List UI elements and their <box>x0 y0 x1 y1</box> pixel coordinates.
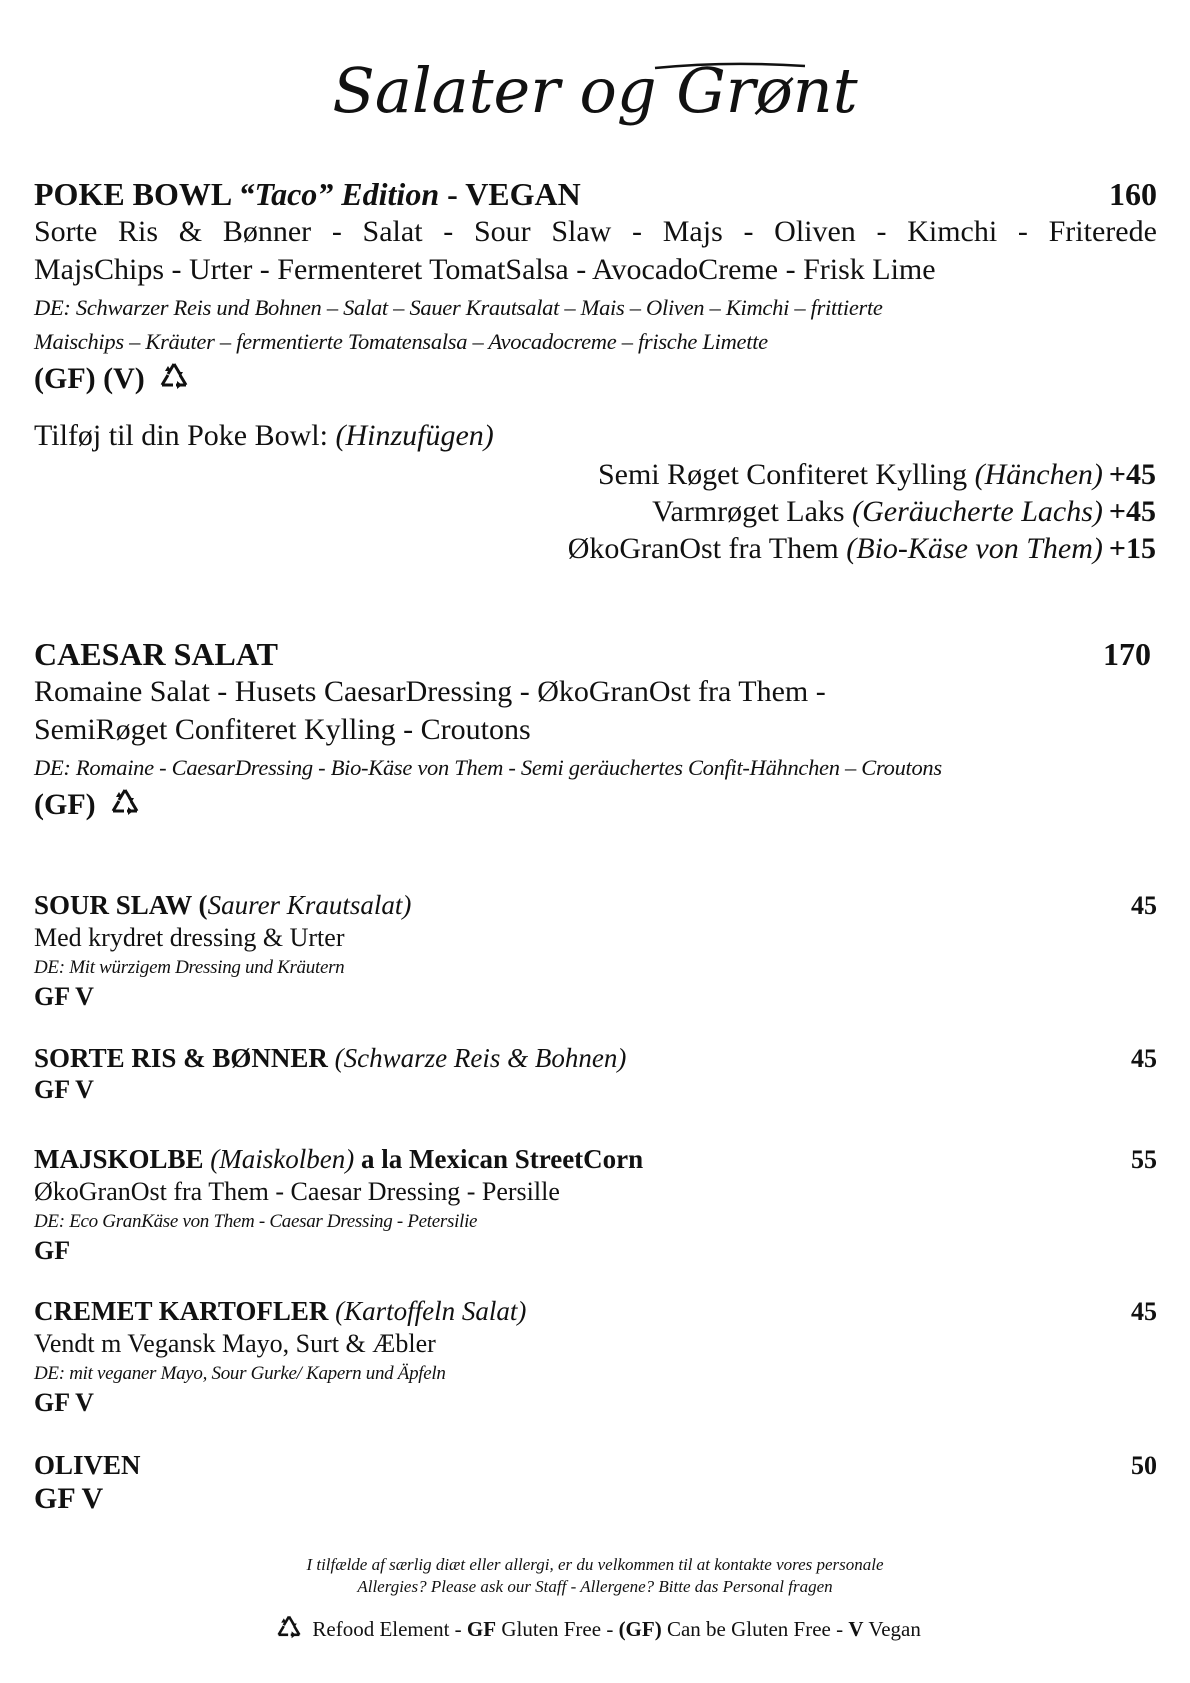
menu-item-sorte-ris <box>34 1043 1157 1106</box>
item-price: 50 <box>1131 1451 1157 1480</box>
page-title-text: Salater og Grønt <box>332 54 858 127</box>
allergy-note <box>0 1554 1190 1598</box>
item-price: 170 <box>1103 636 1151 672</box>
item-price: 55 <box>1131 1145 1157 1174</box>
description-word: - <box>632 215 643 248</box>
item-translation: DE: mit veganer Mayo, Sour Gurke/ Kapern und Äpfeln <box>34 1363 446 1384</box>
item-title: CAESAR SALAT <box>34 636 278 672</box>
refood-icon <box>275 1614 303 1646</box>
menu-item-sour-slaw <box>34 890 1157 1013</box>
item-tags: (GF) <box>34 785 1151 828</box>
item-tags: GF V <box>34 1075 94 1104</box>
item-price: 45 <box>1131 1044 1157 1073</box>
item-tags: (GF) (V) <box>34 359 1157 402</box>
page-title-script <box>332 40 858 150</box>
item-price: 160 <box>1109 176 1157 212</box>
menu-item-oliven <box>34 1450 1157 1517</box>
item-tags: GF <box>34 1236 71 1265</box>
description-word: Sorte <box>34 215 98 248</box>
legend: Refood Element - GF Gluten Free - (GF) Can be Gluten Free - V Vegan <box>0 1614 1190 1646</box>
description-word: - <box>743 215 754 248</box>
item-price: 45 <box>1131 1297 1157 1326</box>
addon-list <box>34 456 1157 567</box>
item-title: POKE BOWL “Taco” Edition - VEGAN <box>34 176 581 212</box>
item-translation-line2: Maischips – Kräuter – fermentierte Tomatensalsa – Avocadocreme – frische Limette <box>34 329 768 354</box>
item-tags: GF V <box>34 1388 94 1417</box>
item-title: SORTE RIS & BØNNER (Schwarze Reis & Bohnen) <box>34 1043 627 1073</box>
description-word: Oliven <box>774 215 856 248</box>
item-translation: DE: Romaine - CaesarDressing - Bio-Käse von Them - Semi geräuchertes Confit-Hähnchen – Croutons <box>34 755 942 780</box>
refood-icon <box>158 361 190 402</box>
description-word: Friterede <box>1048 215 1157 248</box>
item-description-line2: MajsChips - Urter - Fermenteret TomatSalsa - AvocadoCreme - Frisk Lime <box>34 253 936 286</box>
item-description: Vendt m Vegansk Mayo, Surt & Æbler <box>34 1329 436 1358</box>
refood-icon <box>109 787 141 828</box>
item-title: MAJSKOLBE (Maiskolben) a la Mexican StreetCorn <box>34 1144 644 1174</box>
description-word: - <box>331 215 342 248</box>
item-title: CREMET KARTOFLER (Kartoffeln Salat) <box>34 1296 527 1326</box>
item-translation: DE: Eco GranKäse von Them - Caesar Dressing - Petersilie <box>34 1211 478 1232</box>
item-description-line1: Romaine Salat - Husets CaesarDressing - ØkoGranOst fra Them - <box>34 675 826 708</box>
addon-item: ØkoGranOst fra Them (Bio-Käse von Them) +15 <box>567 532 1156 565</box>
item-translation: DE: Mit würzigem Dressing und Kräutern <box>34 957 345 978</box>
description-word: Bønner <box>222 215 312 248</box>
menu-item-caesar-salat <box>34 636 1151 828</box>
addon-heading: Tilføj til din Poke Bowl: (Hinzufügen) <box>34 419 494 452</box>
description-word: & <box>178 215 203 248</box>
description-word: Ris <box>118 215 159 248</box>
item-description-line1 <box>34 213 1157 251</box>
item-description: ØkoGranOst fra Them - Caesar Dressing - Persille <box>34 1177 560 1206</box>
description-word: Kimchi <box>907 215 998 248</box>
item-description-line2: SemiRøget Confiteret Kylling - Croutons <box>34 713 531 746</box>
item-title: SOUR SLAW (Saurer Krautsalat) <box>34 890 412 920</box>
description-word: Majs <box>662 215 723 248</box>
allergy-note-line2: Allergies? Please ask our Staff - Allergene? Bitte das Personal fragen <box>357 1577 833 1596</box>
description-word: - <box>1017 215 1028 248</box>
description-word: - <box>876 215 887 248</box>
description-word: - <box>443 215 454 248</box>
page-title <box>0 40 1190 160</box>
addon-item: Varmrøget Laks (Geräucherte Lachs) +45 <box>652 495 1156 528</box>
item-description: Med krydret dressing & Urter <box>34 923 345 952</box>
item-price: 45 <box>1131 891 1157 920</box>
item-title: OLIVEN <box>34 1450 141 1480</box>
menu-item-poke-bowl <box>34 176 1157 567</box>
menu-item-majskolbe <box>34 1144 1157 1267</box>
item-tags: GF V <box>34 1482 104 1515</box>
allergy-note-line1: I tilfælde af særlig diæt eller allergi, er du velkommen til at kontakte vores personale <box>306 1555 884 1574</box>
addon-item: Semi Røget Confiteret Kylling (Hänchen) +45 <box>597 458 1156 491</box>
item-translation-line1: DE: Schwarzer Reis und Bohnen – Salat – Sauer Krautsalat – Mais – Oliven – Kimchi – frittierte <box>34 295 883 320</box>
menu-item-cremet-kartofler <box>34 1296 1157 1419</box>
item-tags: GF V <box>34 982 94 1011</box>
description-word: Slaw <box>551 215 612 248</box>
description-word: Sour <box>473 215 531 248</box>
description-word: Salat <box>362 215 423 248</box>
